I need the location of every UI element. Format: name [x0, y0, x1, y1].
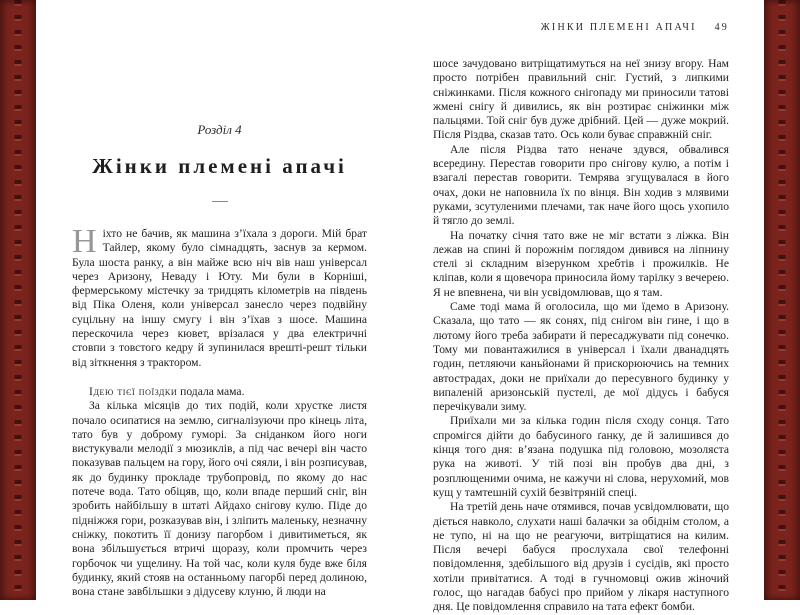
- scene-break-lead: Ідею тієї поїздки: [89, 384, 178, 398]
- section-divider: [212, 201, 228, 202]
- body-paragraph: шосе зачудовано витріщатимуться на неї знизу вгору. Нам просто потрібен правильний сніг. Густий, з липкими сніжинками. Після кожного снігопаду ми приносили татові жмені снігу й дивились, як він розтирає сніжинки між пальцями. Той сніг був дуже дрібний. Цей — дуже мокрий. Після Різдва, сказав тато. Ось коли буває справжній сніг.: [433, 57, 729, 142]
- running-header: [433, 0, 729, 33]
- scene-break-paragraph: [72, 385, 367, 399]
- right-page-body: [433, 57, 729, 615]
- body-paragraph: На початку січня тато вже не міг встати з ліжка. Він лежав на спині й порожнім поглядом дивився на ліпнину стелі зі складним візерунком хребтів і прожилків. Не кліпав, коли я щовечора приносила йому тарілку з вечерею. Я не впевнена, чи він усвідомлював, що я там.: [433, 228, 729, 299]
- body-paragraph: Приїхали ми за кілька годин після сходу сонця. Тато спромігся дійти до бабусиного ґанку, де й залишився до кінця того дня: в’язана подушка під головою, мозоляста рука на животі. У тій позі він пробув два дні, з розплющеними очима, не кажучи ні слова, нерухомий, мов кущ у тамтешній сухій безвітряній спеці.: [433, 414, 729, 499]
- chapter-title: Жінки племені апачі: [92, 154, 347, 178]
- drop-cap: Н: [72, 223, 97, 260]
- opening-paragraph: [72, 223, 367, 370]
- closing-paragraph: За кілька місяців до тих подій, коли хрустке листя почало осипатися на землю, сигналізуючи про кінець літа, тато був у доброму гуморі. За сніданком його ноги вистукували мелодії з мюзиклів, а під час вечері він часто показував пальцем на гору, його очі сяяли, і він розписував, як до будинку прокладе трубопровід, по якому до нас потече вода. Тато обіцяв, що, коли впаде перший сніг, він зробить найбільшу в штаті Айдахо снігову кулю. Піде до підніжжя гори, розказував він, і зліпить маленьку, незначну сніжку, покотить її донизу пагорбом і дивитиметься, як вона збільшується втричі щоразу, коли промчить через горбочок чи ущелину. На той час, коли куля буде вже біля будинку, який стояв на останньому пагорбі перед долиною, вона стане завбільшки з дідусеву клуню, й люди на: [72, 399, 367, 599]
- left-page: [36, 0, 400, 600]
- page-number: 49: [714, 22, 729, 33]
- opening-paragraph-text: іхто не бачив, як машина з’їхала з дороги. Мій брат Тайлер, якому було сімнадцять, заснув за кермом. Була шоста ранку, а він майже всю ніч вів наш універсал через Аризону, Неваду і Юту. Ми були в Корніші, фермерському містечку за тридцять кілометрів на південь від Піка Оленя, коли універсал занесло через подвійну суцільну на іншу смугу і він з’їхав з шосе. Машина перескочила через кювет, врізалася у два електричні стовпи з товстого кедру й зупинилася врешті-решт тільки від зіткнення з трактором.: [72, 227, 367, 369]
- body-paragraph: Саме тоді мама й оголосила, що ми їдемо в Аризону. Сказала, що тато — як сонях, під снігом він гине, і що в лютому його треба забирати й пересаджувати під сонечко. Тому ми повантажилися в універсал і їхали дванадцять годин, петляючи каньйонами й прискорюючись на темних автострадах, доки не приїхали до пересувного будинку у випаленій аризонській пустелі, де мої дідусь і бабуся перечікували зиму.: [433, 300, 729, 414]
- chapter-label: Розділ 4: [197, 122, 242, 137]
- scene-break-rest: подала мама.: [177, 384, 245, 398]
- right-page: [400, 0, 764, 614]
- running-header-title: ЖІНКИ ПЛЕМЕНІ АПАЧІ: [540, 22, 697, 33]
- body-paragraph: На третій день наче отямився, почав усвідомлювати, що діється навколо, слухати наші балачки за обіднім столом, а не тупо, ні на що не реагуючи, витріщатися на килим. Після вечері бабуся прослухала свої телефонні повідомлення, здебільшого від друзів і сусідів, які просто хотіли привітатися. А тоді в гучномовці ожив жіночий голос, що нагадав бабусі про прийом у лікаря наступного дня. Це повідомлення справило на тата ефект бомби.: [433, 500, 729, 614]
- book-edge-right: [764, 0, 800, 600]
- body-paragraph: Але після Різдва тато неначе здувся, обвалився всередину. Перестав говорити про снігову кулю, а потім і взагалі перестав говорити. Темрява згущувалася в його очах, доки не наповнила їх по вінця. Він ходив з млявими руками, зсутуленими плечами, так наче його щось ухопило й тягло до землі.: [433, 142, 729, 228]
- book-edge-left: [0, 0, 36, 600]
